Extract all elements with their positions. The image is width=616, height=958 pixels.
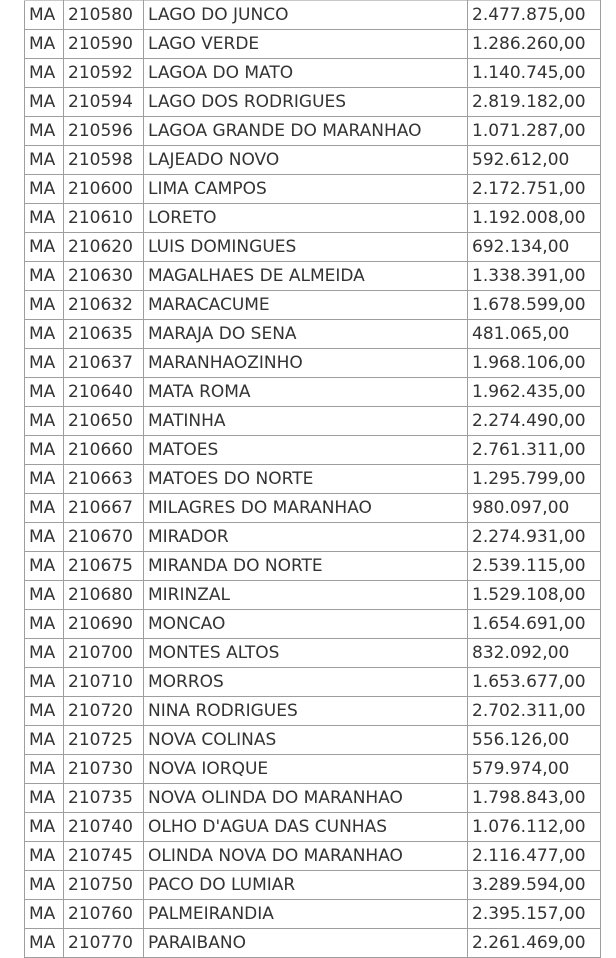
municipality-name-cell: MARAJA DO SENA bbox=[144, 320, 468, 349]
code-cell: 210600 bbox=[64, 175, 144, 204]
table-row bbox=[25, 494, 601, 523]
table-row bbox=[25, 407, 601, 436]
code-cell: 210675 bbox=[64, 552, 144, 581]
table-row bbox=[25, 784, 601, 813]
table-row bbox=[25, 88, 601, 117]
table-row bbox=[25, 378, 601, 407]
state-cell: MA bbox=[25, 175, 64, 204]
code-cell: 210730 bbox=[64, 755, 144, 784]
amount-cell: 1.295.799,00 bbox=[468, 465, 601, 494]
table-row bbox=[25, 552, 601, 581]
municipality-name-cell: MONCAO bbox=[144, 610, 468, 639]
table-row bbox=[25, 610, 601, 639]
municipality-name-cell: LAGO DO JUNCO bbox=[144, 1, 468, 30]
table-row bbox=[25, 726, 601, 755]
municipality-name-cell: LAGO DOS RODRIGUES bbox=[144, 88, 468, 117]
code-cell: 210725 bbox=[64, 726, 144, 755]
state-cell: MA bbox=[25, 552, 64, 581]
code-cell: 210740 bbox=[64, 813, 144, 842]
amount-cell: 692.134,00 bbox=[468, 233, 601, 262]
municipality-name-cell: LAGO VERDE bbox=[144, 30, 468, 59]
amount-cell: 592.612,00 bbox=[468, 146, 601, 175]
code-cell: 210750 bbox=[64, 871, 144, 900]
amount-cell: 579.974,00 bbox=[468, 755, 601, 784]
municipality-name-cell: MATINHA bbox=[144, 407, 468, 436]
state-cell: MA bbox=[25, 581, 64, 610]
table-row bbox=[25, 291, 601, 320]
amount-cell: 2.172.751,00 bbox=[468, 175, 601, 204]
state-cell: MA bbox=[25, 813, 64, 842]
code-cell: 210635 bbox=[64, 320, 144, 349]
state-cell: MA bbox=[25, 204, 64, 233]
table-row bbox=[25, 842, 601, 871]
amount-cell: 2.274.931,00 bbox=[468, 523, 601, 552]
municipality-name-cell: MARACACUME bbox=[144, 291, 468, 320]
amount-cell: 1.192.008,00 bbox=[468, 204, 601, 233]
state-cell: MA bbox=[25, 30, 64, 59]
state-cell: MA bbox=[25, 900, 64, 929]
amount-cell: 2.395.157,00 bbox=[468, 900, 601, 929]
table-row bbox=[25, 204, 601, 233]
code-cell: 210620 bbox=[64, 233, 144, 262]
municipality-name-cell: LORETO bbox=[144, 204, 468, 233]
table-row bbox=[25, 871, 601, 900]
code-cell: 210760 bbox=[64, 900, 144, 929]
code-cell: 210590 bbox=[64, 30, 144, 59]
table-row bbox=[25, 146, 601, 175]
amount-cell: 2.702.311,00 bbox=[468, 697, 601, 726]
state-cell: MA bbox=[25, 59, 64, 88]
amount-cell: 1.338.391,00 bbox=[468, 262, 601, 291]
amount-cell: 1.654.691,00 bbox=[468, 610, 601, 639]
table-row bbox=[25, 320, 601, 349]
state-cell: MA bbox=[25, 88, 64, 117]
municipality-name-cell: OLINDA NOVA DO MARANHAO bbox=[144, 842, 468, 871]
code-cell: 210650 bbox=[64, 407, 144, 436]
code-cell: 210632 bbox=[64, 291, 144, 320]
amount-cell: 481.065,00 bbox=[468, 320, 601, 349]
amount-cell: 2.761.311,00 bbox=[468, 436, 601, 465]
code-cell: 210594 bbox=[64, 88, 144, 117]
municipality-name-cell: MATOES bbox=[144, 436, 468, 465]
table-row bbox=[25, 59, 601, 88]
code-cell: 210770 bbox=[64, 929, 144, 958]
state-cell: MA bbox=[25, 117, 64, 146]
amount-cell: 2.539.115,00 bbox=[468, 552, 601, 581]
code-cell: 210690 bbox=[64, 610, 144, 639]
code-cell: 210745 bbox=[64, 842, 144, 871]
municipality-name-cell: PARAIBANO bbox=[144, 929, 468, 958]
table-row bbox=[25, 813, 601, 842]
municipality-name-cell: MILAGRES DO MARANHAO bbox=[144, 494, 468, 523]
municipality-name-cell: LAJEADO NOVO bbox=[144, 146, 468, 175]
municipality-name-cell: LIMA CAMPOS bbox=[144, 175, 468, 204]
table-row bbox=[25, 436, 601, 465]
municipality-name-cell: LUIS DOMINGUES bbox=[144, 233, 468, 262]
table-body bbox=[25, 1, 601, 958]
code-cell: 210640 bbox=[64, 378, 144, 407]
amount-cell: 1.076.112,00 bbox=[468, 813, 601, 842]
amount-cell: 1.968.106,00 bbox=[468, 349, 601, 378]
amount-cell: 1.071.287,00 bbox=[468, 117, 601, 146]
table-row bbox=[25, 465, 601, 494]
municipality-name-cell: MATA ROMA bbox=[144, 378, 468, 407]
municipality-name-cell: PALMEIRANDIA bbox=[144, 900, 468, 929]
code-cell: 210720 bbox=[64, 697, 144, 726]
code-cell: 210598 bbox=[64, 146, 144, 175]
state-cell: MA bbox=[25, 755, 64, 784]
municipality-name-cell: MIRADOR bbox=[144, 523, 468, 552]
amount-cell: 980.097,00 bbox=[468, 494, 601, 523]
amount-cell: 3.289.594,00 bbox=[468, 871, 601, 900]
table-row bbox=[25, 755, 601, 784]
table-row bbox=[25, 523, 601, 552]
municipality-name-cell: LAGOA DO MATO bbox=[144, 59, 468, 88]
code-cell: 210670 bbox=[64, 523, 144, 552]
amount-cell: 556.126,00 bbox=[468, 726, 601, 755]
table-row bbox=[25, 349, 601, 378]
state-cell: MA bbox=[25, 523, 64, 552]
amount-cell: 1.653.677,00 bbox=[468, 668, 601, 697]
table-row bbox=[25, 668, 601, 697]
amount-cell: 1.962.435,00 bbox=[468, 378, 601, 407]
code-cell: 210637 bbox=[64, 349, 144, 378]
code-cell: 210680 bbox=[64, 581, 144, 610]
table-row bbox=[25, 30, 601, 59]
state-cell: MA bbox=[25, 784, 64, 813]
municipality-name-cell: MARANHAOZINHO bbox=[144, 349, 468, 378]
table-row bbox=[25, 262, 601, 291]
table-row bbox=[25, 117, 601, 146]
municipality-name-cell: NOVA IORQUE bbox=[144, 755, 468, 784]
municipality-table bbox=[24, 0, 601, 958]
state-cell: MA bbox=[25, 233, 64, 262]
municipality-name-cell: LAGOA GRANDE DO MARANHAO bbox=[144, 117, 468, 146]
amount-cell: 2.274.490,00 bbox=[468, 407, 601, 436]
municipality-name-cell: NOVA COLINAS bbox=[144, 726, 468, 755]
state-cell: MA bbox=[25, 465, 64, 494]
table-row bbox=[25, 697, 601, 726]
state-cell: MA bbox=[25, 1, 64, 30]
state-cell: MA bbox=[25, 146, 64, 175]
state-cell: MA bbox=[25, 639, 64, 668]
state-cell: MA bbox=[25, 349, 64, 378]
amount-cell: 2.261.469,00 bbox=[468, 929, 601, 958]
amount-cell: 1.286.260,00 bbox=[468, 30, 601, 59]
table-row bbox=[25, 581, 601, 610]
amount-cell: 1.678.599,00 bbox=[468, 291, 601, 320]
table-row bbox=[25, 929, 601, 958]
state-cell: MA bbox=[25, 320, 64, 349]
municipality-name-cell: MONTES ALTOS bbox=[144, 639, 468, 668]
municipality-name-cell: MAGALHAES DE ALMEIDA bbox=[144, 262, 468, 291]
code-cell: 210700 bbox=[64, 639, 144, 668]
table-row bbox=[25, 233, 601, 262]
state-cell: MA bbox=[25, 436, 64, 465]
municipality-name-cell: NOVA OLINDA DO MARANHAO bbox=[144, 784, 468, 813]
municipality-table-container bbox=[24, 0, 600, 958]
state-cell: MA bbox=[25, 726, 64, 755]
code-cell: 210592 bbox=[64, 59, 144, 88]
municipality-name-cell: NINA RODRIGUES bbox=[144, 697, 468, 726]
code-cell: 210580 bbox=[64, 1, 144, 30]
amount-cell: 832.092,00 bbox=[468, 639, 601, 668]
code-cell: 210735 bbox=[64, 784, 144, 813]
state-cell: MA bbox=[25, 871, 64, 900]
amount-cell: 2.116.477,00 bbox=[468, 842, 601, 871]
amount-cell: 2.477.875,00 bbox=[468, 1, 601, 30]
code-cell: 210660 bbox=[64, 436, 144, 465]
amount-cell: 1.798.843,00 bbox=[468, 784, 601, 813]
municipality-name-cell: OLHO D'AGUA DAS CUNHAS bbox=[144, 813, 468, 842]
state-cell: MA bbox=[25, 378, 64, 407]
table-row bbox=[25, 900, 601, 929]
state-cell: MA bbox=[25, 929, 64, 958]
state-cell: MA bbox=[25, 291, 64, 320]
amount-cell: 1.529.108,00 bbox=[468, 581, 601, 610]
code-cell: 210610 bbox=[64, 204, 144, 233]
state-cell: MA bbox=[25, 407, 64, 436]
municipality-name-cell: PACO DO LUMIAR bbox=[144, 871, 468, 900]
code-cell: 210663 bbox=[64, 465, 144, 494]
state-cell: MA bbox=[25, 842, 64, 871]
municipality-name-cell: MIRINZAL bbox=[144, 581, 468, 610]
amount-cell: 2.819.182,00 bbox=[468, 88, 601, 117]
code-cell: 210667 bbox=[64, 494, 144, 523]
municipality-name-cell: MORROS bbox=[144, 668, 468, 697]
municipality-name-cell: MATOES DO NORTE bbox=[144, 465, 468, 494]
table-row bbox=[25, 639, 601, 668]
state-cell: MA bbox=[25, 494, 64, 523]
code-cell: 210596 bbox=[64, 117, 144, 146]
table-row bbox=[25, 1, 601, 30]
code-cell: 210710 bbox=[64, 668, 144, 697]
code-cell: 210630 bbox=[64, 262, 144, 291]
amount-cell: 1.140.745,00 bbox=[468, 59, 601, 88]
state-cell: MA bbox=[25, 668, 64, 697]
state-cell: MA bbox=[25, 262, 64, 291]
table-row bbox=[25, 175, 601, 204]
state-cell: MA bbox=[25, 610, 64, 639]
state-cell: MA bbox=[25, 697, 64, 726]
municipality-name-cell: MIRANDA DO NORTE bbox=[144, 552, 468, 581]
